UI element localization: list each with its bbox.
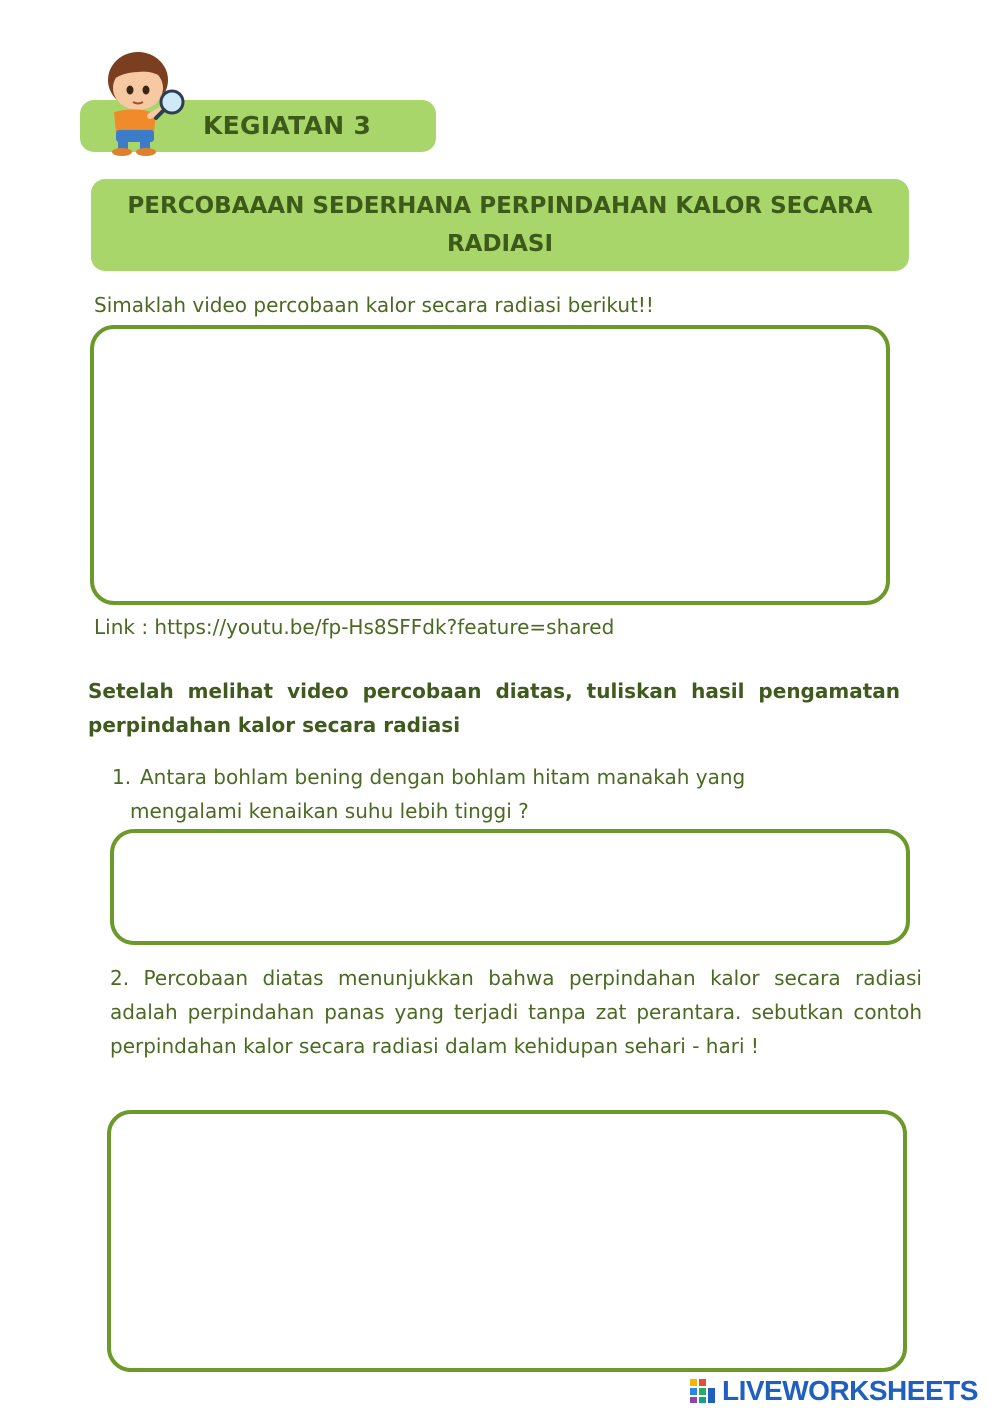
question-2: 2. Percobaan diatas menunjukkan bahwa perpindahan kalor secara radiasi adalah perpindahan panas yang terjadi tanpa zat perantara. sebutkan contoh perpindahan kalor secara radiasi dalam kehidupan sehari - hari ! (110, 966, 922, 1058)
video-link[interactable]: Link : https://youtu.be/fp-Hs8SFFdk?feature=shared (94, 615, 615, 639)
observation-prompt: Setelah melihat video percobaan diatas, tuliskan hasil pengamatan perpindahan kalor secara radiasi (88, 679, 900, 737)
instruction-text: Simaklah video percobaan kalor secara radiasi berikut!! (94, 293, 654, 317)
question-1 (112, 760, 900, 828)
mascot-boy-magnifier-icon (94, 50, 186, 158)
brand-watermark (690, 1374, 978, 1408)
answer-input-1[interactable] (110, 829, 910, 945)
question-1-line2: mengalami kenaikan suhu lebih tinggi ? (130, 799, 529, 823)
answer-input-2[interactable] (107, 1110, 907, 1372)
activity-label: KEGIATAN 3 (203, 111, 372, 140)
video-embed-box[interactable] (90, 325, 890, 605)
title-banner (91, 179, 909, 271)
question-1-line1: Antara bohlam bening dengan bohlam hitam manakah yang (140, 765, 746, 789)
brand-name: LIVEWORKSHEETS (722, 1375, 978, 1406)
page-title: PERCOBAAAN SEDERHANA PERPINDAHAN KALOR SECARA RADIASI (127, 193, 873, 257)
question-1-number: 1. (112, 765, 132, 789)
liveworksheets-logo-icon (690, 1379, 716, 1403)
